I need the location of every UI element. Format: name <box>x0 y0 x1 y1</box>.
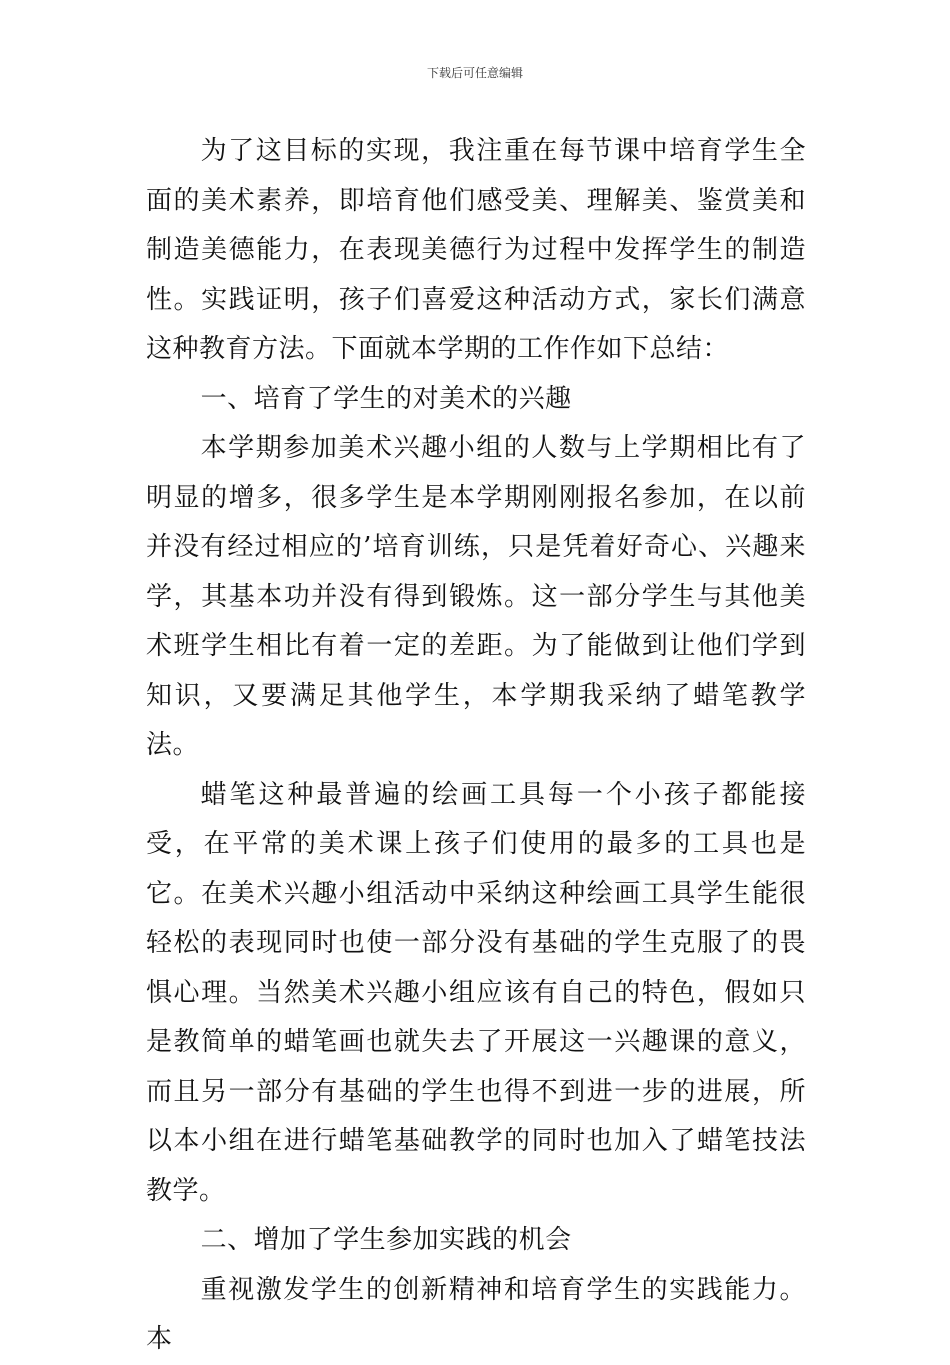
page-header: 下载后可任意编辑 <box>426 66 523 80</box>
section-heading-2: 二、增加了学生参加实践的机会 <box>200 1225 572 1255</box>
paragraph-section-1b: 蜡笔这种最普遍的绘画工具每一个小孩子都能接受，在平常的美术课上孩子们使用的最多的工具也是它。在美术兴趣小组活动中采纳这种绘画工具学生能很轻松的表现同时也使一部分没有基础的学生克服了的畏惧心理。当然美术兴趣小组应该有自己的特色，假如只是教简单的蜡笔画也就失去了开展这一兴趣课的意义，而且另一部分有基础的学生也得不到进一步的进展，所以本小组在进行蜡笔基础教学的同时也加入了蜡笔技法教学。 <box>146 779 806 1206</box>
paragraph-section-2a: 重视激发学生的创新精神和培育学生的实践能力。本 <box>146 1274 806 1354</box>
section-heading-1: 一、培育了学生的对美术的兴趣 <box>200 383 572 414</box>
paragraph-section-1a: 本学期参加美术兴趣小组的人数与上学期相比有了明显的增多，很多学生是本学期刚刚报名参加，在以前并没有经过相应的’培育训练，只是凭着好奇心、兴趣来学，其基本功并没有得到锻炼。这一部分学生与其他美术班学生相比有着一定的差距。为了能做到让他们学到知识，又要满足其他学生，本学期我采纳了蜡笔教学法。 <box>146 433 806 760</box>
paragraph-intro: 为了这目标的实现，我注重在每节课中培育学生全面的美术素养，即培育他们感受美、理解美、鉴赏美和制造美德能力，在表现美德行为过程中发挥学生的制造性。实践证明，孩子们喜爱这种活动方式，家长们满意这种教育方法。下面就本学期的工作作如下总结： <box>146 136 806 364</box>
document-body <box>146 127 806 1365</box>
